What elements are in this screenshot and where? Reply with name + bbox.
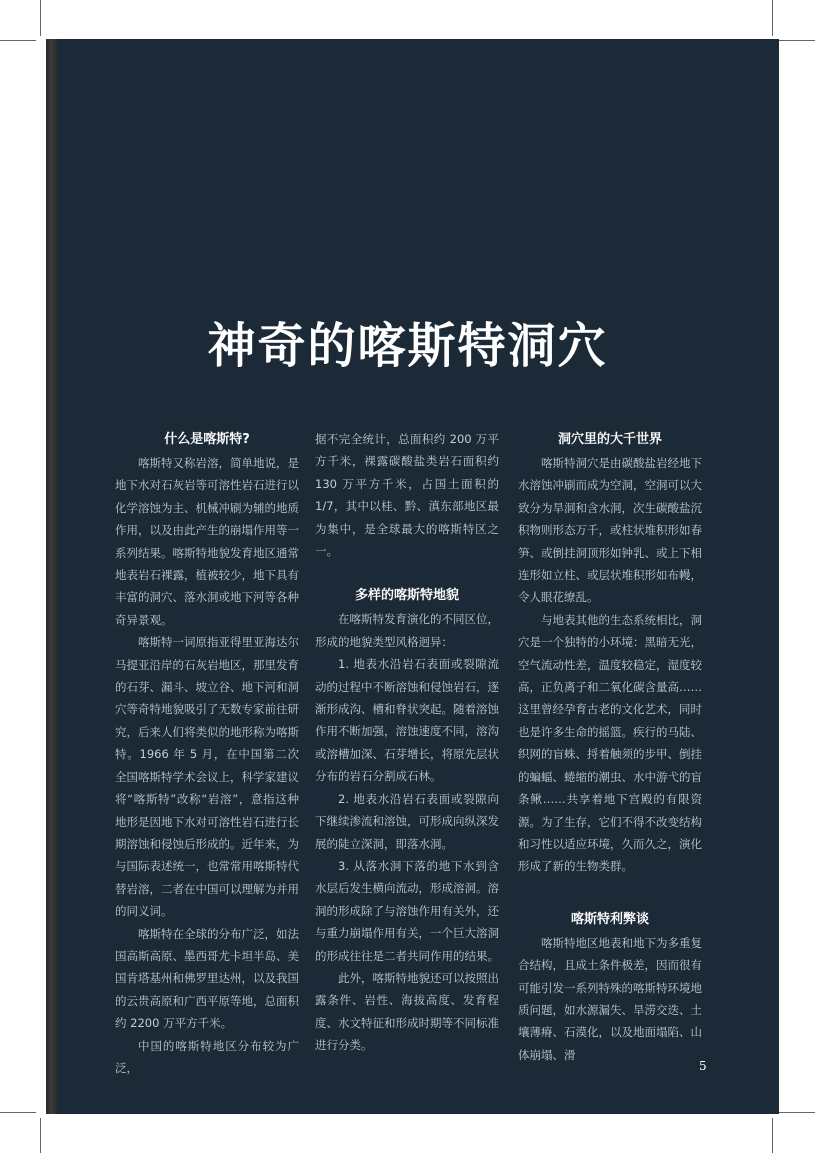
paragraph: 据不完全统计，总面积约 200 万平方千米，裸露碳酸盐类岩石面积约 130 万平方千米，占国土面积的 1/7，其中以桂、黔、滇东部地区最为集中，是全球最大的喀斯特区之一。 [315, 432, 499, 559]
crop-mark [0, 40, 36, 41]
crop-mark [0, 1112, 36, 1113]
paragraph: 与地表其他的生态系统相比，洞穴是一个独特的小环境：黑暗无光，空气流动性差，温度较稳定，湿度较高，正负离子和二氧化碳含量高……这里曾经孕育古老的文化艺术，同时也是许多生命的摇篮。疾行的马陆、织网的盲蛛、捋着触须的步甲、倒挂的蝙蝠、蜷缩的潮虫、水中游弋的盲条鳅……共享着地下宫殿的有限资源。为了生存，它们不得不改变结构和习性以适应环境，久而久之，演化形成了新的生物类群。 [518, 612, 702, 874]
column-left [115, 428, 299, 1079]
column-middle [315, 428, 499, 1057]
section-heading: 洞穴里的大千世界 [557, 432, 662, 447]
section-heading: 什么是喀斯特? [164, 432, 250, 447]
paragraph: 在喀斯特发育演化的不同区位，形成的地貌类型风格迥异： [315, 612, 499, 649]
page-spine [46, 39, 58, 1114]
paragraph: 中国的喀斯特地区分布较为广泛， [115, 1038, 299, 1075]
crop-mark [778, 40, 815, 41]
paragraph: 喀斯特一词原指亚得里亚海达尔马提亚沿岸的石灰岩地区，那里发育的石芽、漏斗、坡立谷、地下河和洞穴等奇特地貌吸引了无数专家前往研究，后来人们将类似的地形称为喀斯特。1966 年 5 月，在中国第二次全国喀斯特学术会议上，科学家建议将“喀斯特”改称“岩溶”，意指这种地形是因地下水对可溶性岩石进行长期溶蚀和侵蚀后形成的。近年来，为与国际表述统一，也常常用喀斯特代替岩溶，二者在中国可以理解为并用的同义词。 [115, 635, 299, 919]
page-number: 5 [699, 1059, 707, 1073]
paragraph: 喀斯特在全球的分布广泛，如法国高斯高原、墨西哥尤卡坦半岛、美国肯塔基州和佛罗里达州，以及我国的云贵高原和广西平原等地，总面积约 2200 万平方千米。 [115, 926, 299, 1031]
crop-mark [40, 0, 41, 36]
crop-mark [772, 1118, 773, 1153]
crop-mark [778, 1112, 815, 1113]
paragraph: 此外，喀斯特地貌还可以按照出露条件、岩性、海拔高度、发育程度、水文特征和形成时期等不同标准进行分类。 [315, 970, 499, 1053]
column-right [518, 428, 702, 1066]
paragraph: 喀斯特洞穴是由碳酸盐岩经地下水溶蚀冲刷而成为空洞，空洞可以大致分为旱洞和含水洞，次生碳酸盐沉积物则形态万千，或柱状堆积形如春笋、或倒挂洞顶形如钟乳、或上下相连形如立柱、或层状堆积形如布幔，令人眼花缭乱。 [518, 456, 702, 605]
paragraph: 1. 地表水沿岩石表面或裂隙流动的过程中不断溶蚀和侵蚀岩石，逐渐形成沟、槽和脊状突起。随着溶蚀作用不断加强，溶蚀速度不同，溶沟或溶槽加深、石芽增长，将原先层状分布的岩石分割成石林。 [315, 657, 499, 784]
page-title: 神奇的喀斯特洞穴 [207, 318, 608, 374]
paragraph: 喀斯特又称岩溶，简单地说，是地下水对石灰岩等可溶性岩石进行以化学溶蚀为主、机械冲刷为辅的地质作用，以及由此产生的崩塌作用等一系列结果。喀斯特地貌发育地区通常地表岩石裸露，植被较少，地下具有丰富的洞穴、落水洞或地下河等各种奇异景观。 [115, 456, 299, 627]
paragraph: 2. 地表水沿岩石表面或裂隙向下继续渗流和溶蚀，可形成向纵深发展的陡立深洞，即落水洞。 [315, 791, 499, 851]
paragraph: 3. 从落水洞下落的地下水到含水层后发生横向流动，形成溶洞。溶洞的形成除了与溶蚀作用有关外，还与重力崩塌作用有关，一个巨大溶洞的形成往往是二者共同作用的结果。 [315, 858, 499, 963]
paragraph: 喀斯特地区地表和地下为多重复合结构，且成土条件极差，因而很有可能引发一系列特殊的喀斯特环境地质问题，如水源漏失、旱涝交迭、土壤薄瘠、石漠化，以及地面塌陷、山体崩塌、滑 [518, 935, 702, 1062]
section-heading: 喀斯特利弊谈 [570, 911, 649, 927]
crop-mark [772, 0, 773, 36]
section-heading: 多样的喀斯特地貌 [354, 588, 459, 604]
crop-mark [40, 1118, 41, 1153]
